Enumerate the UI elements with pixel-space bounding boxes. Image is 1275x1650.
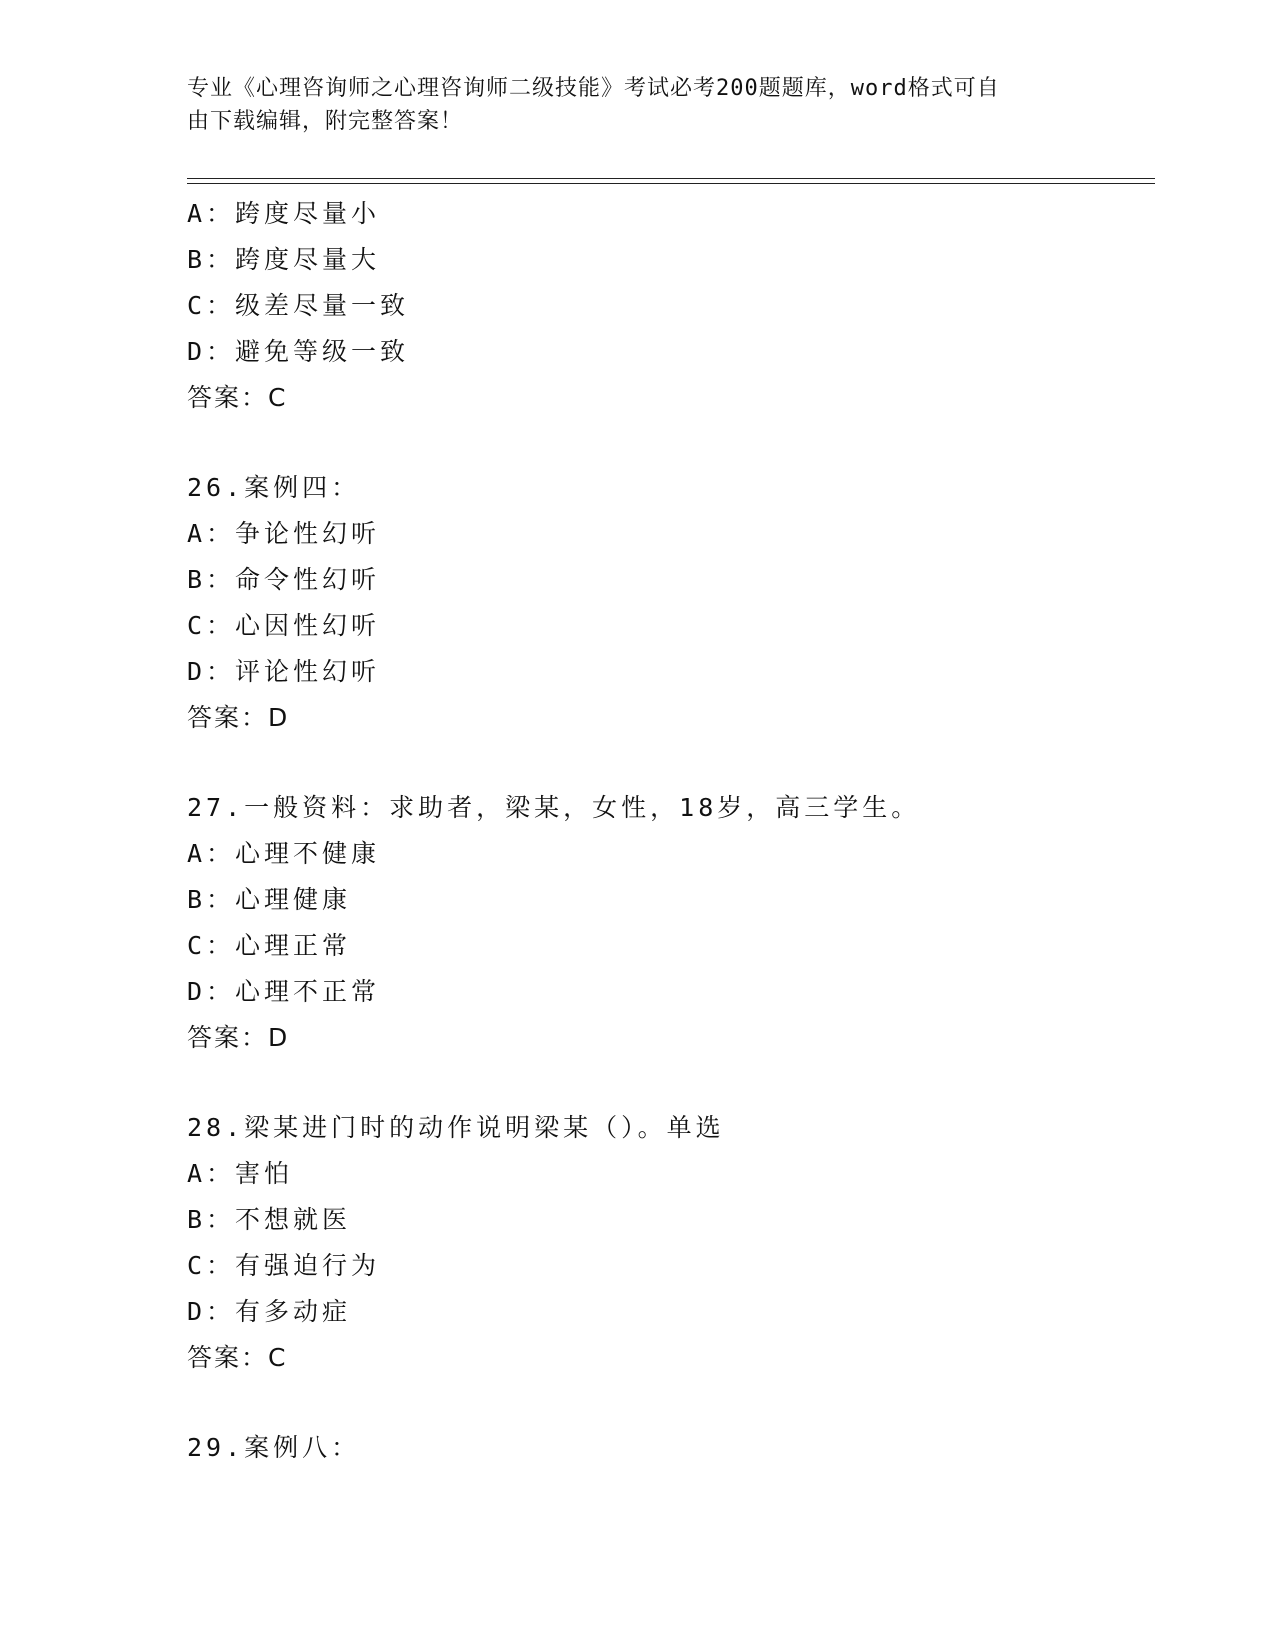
option-c: C：有强迫行为 [187, 1251, 381, 1280]
option-a: A：跨度尽量小 [187, 199, 381, 228]
option-b: B：不想就医 [187, 1205, 352, 1234]
answer-line: 答案：C [187, 1343, 288, 1372]
spacer [187, 1381, 1147, 1425]
question-stem: 29.案例八： [187, 1433, 361, 1462]
option-c: C：级差尽量一致 [187, 291, 410, 320]
spacer [187, 421, 1147, 465]
option-b: B：命令性幻听 [187, 565, 381, 594]
question-block-29 [187, 1425, 1147, 1471]
spacer [187, 741, 1147, 785]
option-b: B：心理健康 [187, 885, 352, 914]
header-line-1: 专业《心理咨询师之心理咨询师二级技能》考试必考200题题库，word格式可自 [187, 76, 1000, 101]
question-block-26 [187, 465, 1147, 741]
spacer [187, 1061, 1147, 1105]
option-d: D：评论性幻听 [187, 657, 381, 686]
header-line-2: 由下载编辑，附完整答案！ [187, 109, 464, 134]
option-a: A：心理不健康 [187, 839, 381, 868]
option-d: D：心理不正常 [187, 977, 381, 1006]
question-block-25 [187, 191, 1147, 421]
question-block-28 [187, 1105, 1147, 1381]
header-divider-top [187, 178, 1155, 179]
answer-line: 答案：D [187, 703, 290, 732]
document-header [187, 72, 1067, 138]
question-list [187, 191, 1147, 1471]
question-stem: 26.案例四： [187, 473, 361, 502]
question-stem: 27.一般资料：求助者，梁某，女性，18岁，高三学生。 [187, 793, 921, 822]
option-c: C：心因性幻听 [187, 611, 381, 640]
option-b: B：跨度尽量大 [187, 245, 381, 274]
answer-line: 答案：D [187, 1023, 290, 1052]
option-d: D：避免等级一致 [187, 337, 410, 366]
question-block-27 [187, 785, 1147, 1061]
question-stem: 28.梁某进门时的动作说明梁某（）。单选 [187, 1113, 725, 1142]
header-divider-bottom [187, 183, 1155, 184]
answer-line: 答案：C [187, 383, 288, 412]
option-c: C：心理正常 [187, 931, 352, 960]
option-a: A：害怕 [187, 1159, 294, 1188]
option-a: A：争论性幻听 [187, 519, 381, 548]
option-d: D：有多动症 [187, 1297, 352, 1326]
